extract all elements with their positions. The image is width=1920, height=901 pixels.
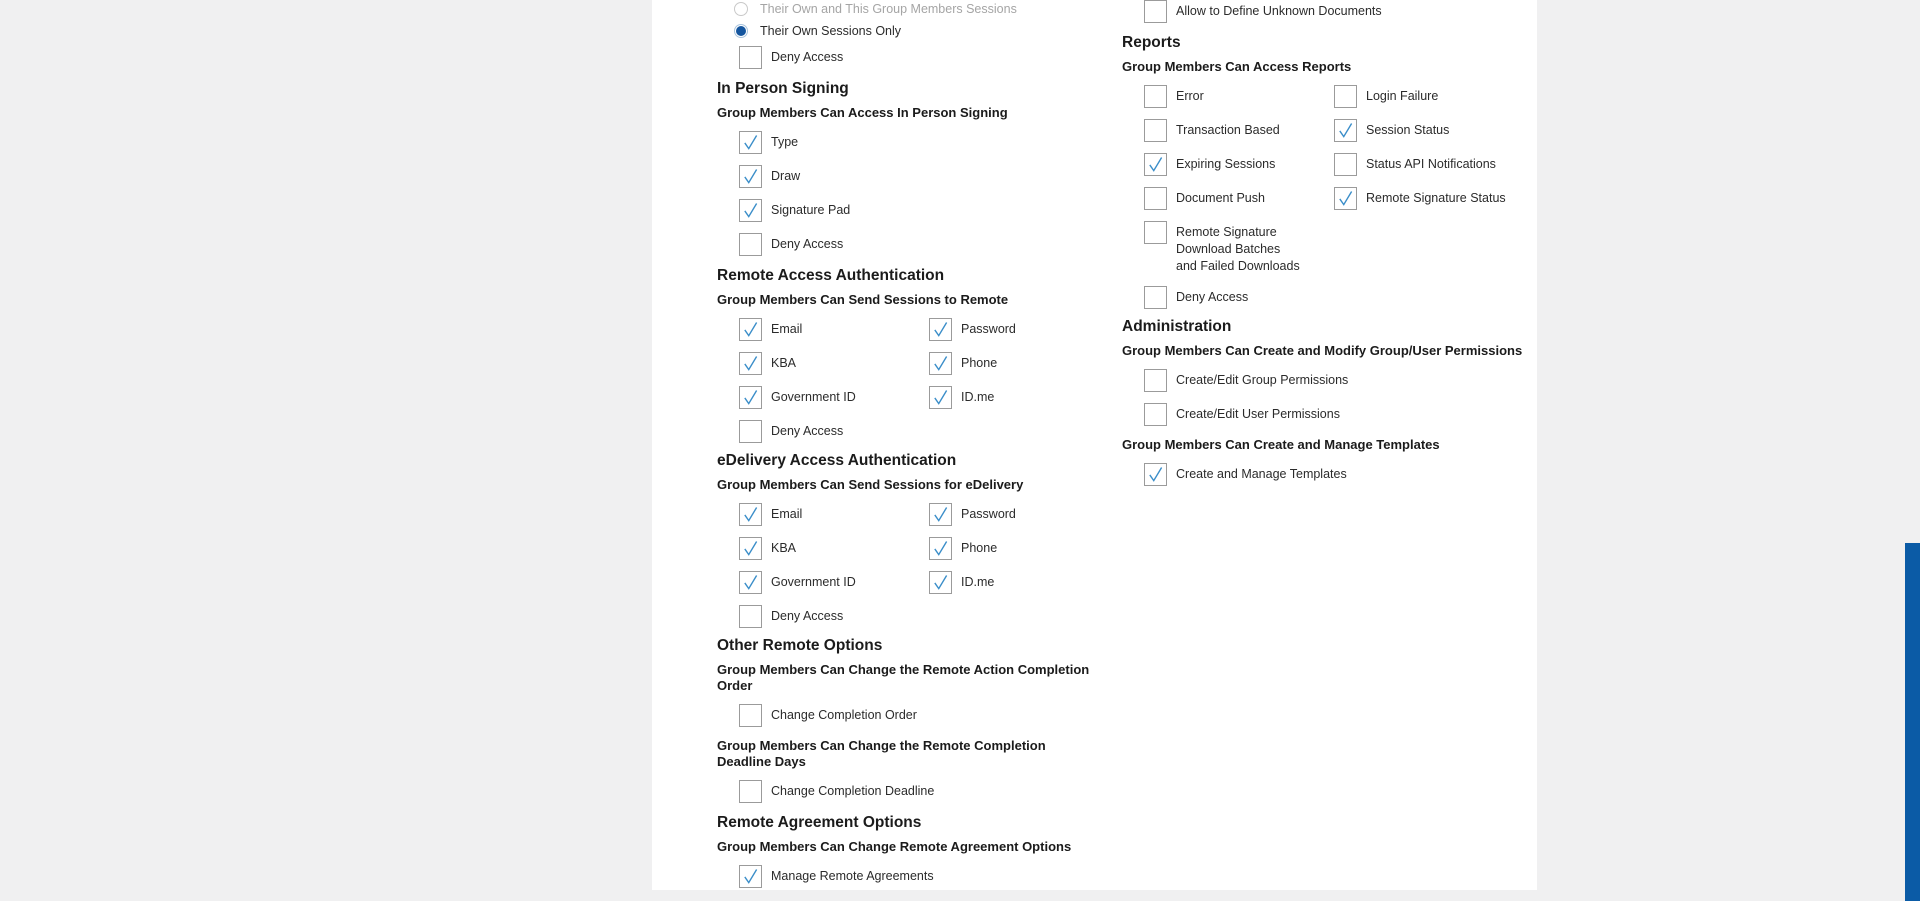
checkbox-row[interactable] — [1334, 153, 1524, 176]
radio-button[interactable] — [734, 2, 748, 16]
section-heading: Other Remote Options — [717, 637, 883, 654]
radio-row[interactable] — [734, 2, 1092, 16]
checkbox-label[interactable]: Transaction Based — [1176, 123, 1280, 137]
checkbox-row[interactable] — [1144, 403, 1534, 426]
checkbox-label[interactable]: Phone — [961, 541, 998, 555]
checkbox[interactable] — [1144, 286, 1167, 309]
checkbox[interactable] — [739, 233, 762, 256]
checkbox-label[interactable]: Remote Signature Download Batches and Failed Downloads — [1176, 225, 1300, 273]
check-icon — [740, 319, 761, 340]
check-icon — [930, 387, 951, 408]
checkbox-row[interactable] — [1144, 119, 1334, 142]
checkbox-label[interactable]: Password — [961, 322, 1016, 336]
check-icon — [740, 538, 761, 559]
section-subheading: Group Members Can Change the Remote Action Completion Order — [717, 662, 1090, 693]
check-icon — [1145, 154, 1166, 175]
checkbox[interactable] — [1334, 153, 1357, 176]
checkbox-label[interactable]: Type — [771, 135, 799, 149]
checkbox-row[interactable] — [739, 199, 1092, 222]
section-heading: Remote Access Authentication — [717, 267, 945, 284]
checkbox-row[interactable] — [1334, 119, 1524, 142]
checkbox[interactable] — [739, 386, 762, 409]
check-icon — [740, 166, 761, 187]
checkbox[interactable] — [739, 199, 762, 222]
checkbox-label[interactable]: KBA — [771, 541, 797, 555]
permissions-left-column — [717, 0, 1092, 899]
checkbox-grid — [739, 503, 1092, 628]
checkbox-label[interactable]: Government ID — [771, 575, 856, 589]
checkbox-row[interactable] — [739, 46, 1092, 69]
section-subheading: Group Members Can Access Reports — [1122, 59, 1352, 74]
checkbox[interactable] — [739, 571, 762, 594]
checkbox-label[interactable]: Remote Signature Status — [1366, 191, 1506, 205]
checkbox-row[interactable] — [1144, 0, 1534, 23]
checkbox-label[interactable]: Allow to Define Unknown Documents — [1176, 4, 1382, 18]
checkbox[interactable] — [1144, 85, 1167, 108]
permissions-panel — [652, 0, 1537, 890]
checkbox[interactable] — [739, 46, 762, 69]
checkbox-label[interactable]: Error — [1176, 89, 1204, 103]
check-icon — [740, 504, 761, 525]
checkbox[interactable] — [1144, 221, 1167, 244]
checkbox[interactable] — [929, 386, 952, 409]
checkbox-row[interactable] — [1144, 187, 1334, 210]
checkbox-row[interactable] — [929, 318, 1119, 341]
radio-button[interactable] — [734, 24, 748, 38]
checkbox-label[interactable]: Email — [771, 322, 803, 336]
check-icon — [1335, 188, 1356, 209]
checkbox[interactable] — [1144, 369, 1167, 392]
check-icon — [740, 866, 761, 887]
checkbox[interactable] — [929, 537, 952, 560]
section-heading: Reports — [1122, 34, 1181, 51]
checkbox-label[interactable]: ID.me — [961, 390, 995, 404]
permissions-right-column — [1122, 0, 1534, 497]
section-subheading: Group Members Can Create and Modify Group/User Permissions — [1122, 343, 1523, 358]
checkbox-row[interactable] — [739, 780, 1092, 803]
checkbox-label[interactable]: KBA — [771, 356, 797, 370]
checkbox[interactable] — [1144, 403, 1167, 426]
checkbox-label[interactable]: Government ID — [771, 390, 856, 404]
checkbox-row[interactable] — [739, 352, 929, 375]
checkbox-row[interactable] — [1144, 153, 1334, 176]
checkbox-label[interactable]: Deny Access — [771, 609, 844, 623]
checkbox-label[interactable]: Email — [771, 507, 803, 521]
checkbox-row[interactable] — [739, 537, 929, 560]
checkbox-row[interactable] — [739, 233, 1092, 256]
checkbox-label[interactable]: Deny Access — [771, 237, 844, 251]
checkbox-label[interactable]: Create/Edit User Permissions — [1176, 407, 1340, 421]
checkbox-row[interactable] — [929, 503, 1119, 526]
checkbox-row[interactable] — [1144, 369, 1534, 392]
section-subheading: Group Members Can Send Sessions to Remote — [717, 292, 1009, 307]
checkbox-row[interactable] — [1144, 463, 1534, 486]
radio-label[interactable]: Their Own and This Group Members Sessions — [760, 2, 1017, 16]
checkbox-label[interactable]: Document Push — [1176, 191, 1265, 205]
checkbox[interactable] — [929, 352, 952, 375]
check-icon — [740, 387, 761, 408]
checkbox[interactable] — [739, 704, 762, 727]
radio-dot — [736, 26, 746, 36]
checkbox-label[interactable]: Phone — [961, 356, 998, 370]
checkbox[interactable] — [929, 503, 952, 526]
checkbox[interactable] — [739, 165, 762, 188]
checkbox[interactable] — [739, 865, 762, 888]
checkbox-label[interactable]: Manage Remote Agreements — [771, 869, 934, 883]
checkbox[interactable] — [739, 352, 762, 375]
check-icon — [930, 572, 951, 593]
check-icon — [740, 353, 761, 374]
check-icon — [930, 504, 951, 525]
checkbox-row[interactable] — [739, 704, 1092, 727]
checkbox[interactable] — [1144, 0, 1167, 23]
checkbox-grid — [1144, 85, 1534, 309]
checkbox-row[interactable] — [929, 537, 1119, 560]
radio-row[interactable] — [734, 24, 1092, 38]
check-icon — [930, 353, 951, 374]
section-heading: In Person Signing — [717, 80, 849, 97]
check-icon — [1335, 120, 1356, 141]
checkbox-label[interactable]: Create/Edit Group Permissions — [1176, 373, 1349, 387]
checkbox-row[interactable] — [739, 386, 929, 409]
check-icon — [740, 200, 761, 221]
check-icon — [930, 319, 951, 340]
checkbox-row[interactable] — [1334, 85, 1524, 108]
right-edge-scrollbar[interactable] — [1905, 543, 1920, 901]
radio-label[interactable]: Their Own Sessions Only — [760, 24, 902, 38]
checkbox-label[interactable]: Change Completion Deadline — [771, 784, 935, 798]
check-icon — [1145, 464, 1166, 485]
checkbox-row[interactable] — [929, 386, 1119, 409]
checkbox-label[interactable]: Deny Access — [771, 424, 844, 438]
checkbox-row[interactable] — [739, 165, 1092, 188]
checkbox[interactable] — [1144, 187, 1167, 210]
checkbox-label[interactable]: Deny Access — [771, 50, 844, 64]
checkbox-row[interactable] — [929, 571, 1119, 594]
checkbox-row[interactable] — [739, 605, 929, 628]
checkbox-row[interactable] — [739, 865, 1092, 888]
section-heading: Remote Agreement Options — [717, 814, 922, 831]
checkbox[interactable] — [739, 318, 762, 341]
checkbox-label[interactable]: Change Completion Order — [771, 708, 917, 722]
check-icon — [930, 538, 951, 559]
checkbox[interactable] — [1334, 119, 1357, 142]
checkbox-row[interactable] — [739, 318, 929, 341]
checkbox[interactable] — [1144, 153, 1167, 176]
checkbox[interactable] — [1144, 119, 1167, 142]
checkbox[interactable] — [739, 131, 762, 154]
checkbox-grid — [739, 318, 1092, 443]
checkbox[interactable] — [739, 605, 762, 628]
section-heading: eDelivery Access Authentication — [717, 452, 957, 469]
checkbox-row[interactable] — [739, 420, 929, 443]
checkbox-label[interactable]: Deny Access — [1176, 290, 1249, 304]
check-icon — [740, 572, 761, 593]
checkbox-label[interactable]: Login Failure — [1366, 89, 1439, 103]
section-heading: Administration — [1122, 318, 1232, 335]
section-subheading: Group Members Can Send Sessions for eDelivery — [717, 477, 1024, 492]
checkbox-label[interactable]: Expiring Sessions — [1176, 157, 1276, 171]
checkbox-label[interactable]: Draw — [771, 169, 801, 183]
section-subheading: Group Members Can Access In Person Signing — [717, 105, 1008, 120]
checkbox[interactable] — [929, 571, 952, 594]
checkbox[interactable] — [739, 780, 762, 803]
checkbox-label[interactable]: Create and Manage Templates — [1176, 467, 1347, 481]
checkbox[interactable] — [739, 537, 762, 560]
check-icon — [740, 132, 761, 153]
section-subheading: Group Members Can Change Remote Agreement Options — [717, 839, 1072, 854]
checkbox-label[interactable]: Status API Notifications — [1366, 157, 1496, 171]
checkbox-row[interactable] — [1144, 85, 1334, 108]
checkbox-label[interactable]: ID.me — [961, 575, 995, 589]
checkbox-row[interactable] — [739, 131, 1092, 154]
checkbox-row[interactable] — [1144, 286, 1334, 309]
checkbox[interactable] — [1334, 187, 1357, 210]
checkbox[interactable] — [929, 318, 952, 341]
section-subheading: Group Members Can Create and Manage Templates — [1122, 437, 1440, 452]
checkbox-label[interactable]: Password — [961, 507, 1016, 521]
checkbox-row[interactable] — [1144, 221, 1334, 275]
checkbox[interactable] — [1334, 85, 1357, 108]
checkbox-row[interactable] — [739, 571, 929, 594]
checkbox-row[interactable] — [929, 352, 1119, 375]
checkbox-row[interactable] — [1334, 187, 1524, 210]
section-subheading: Group Members Can Change the Remote Completion Deadline Days — [717, 738, 1046, 769]
checkbox[interactable] — [1144, 463, 1167, 486]
checkbox[interactable] — [739, 420, 762, 443]
checkbox-row[interactable] — [739, 503, 929, 526]
checkbox-label[interactable]: Signature Pad — [771, 203, 851, 217]
checkbox-label[interactable]: Session Status — [1366, 123, 1450, 137]
checkbox[interactable] — [739, 503, 762, 526]
